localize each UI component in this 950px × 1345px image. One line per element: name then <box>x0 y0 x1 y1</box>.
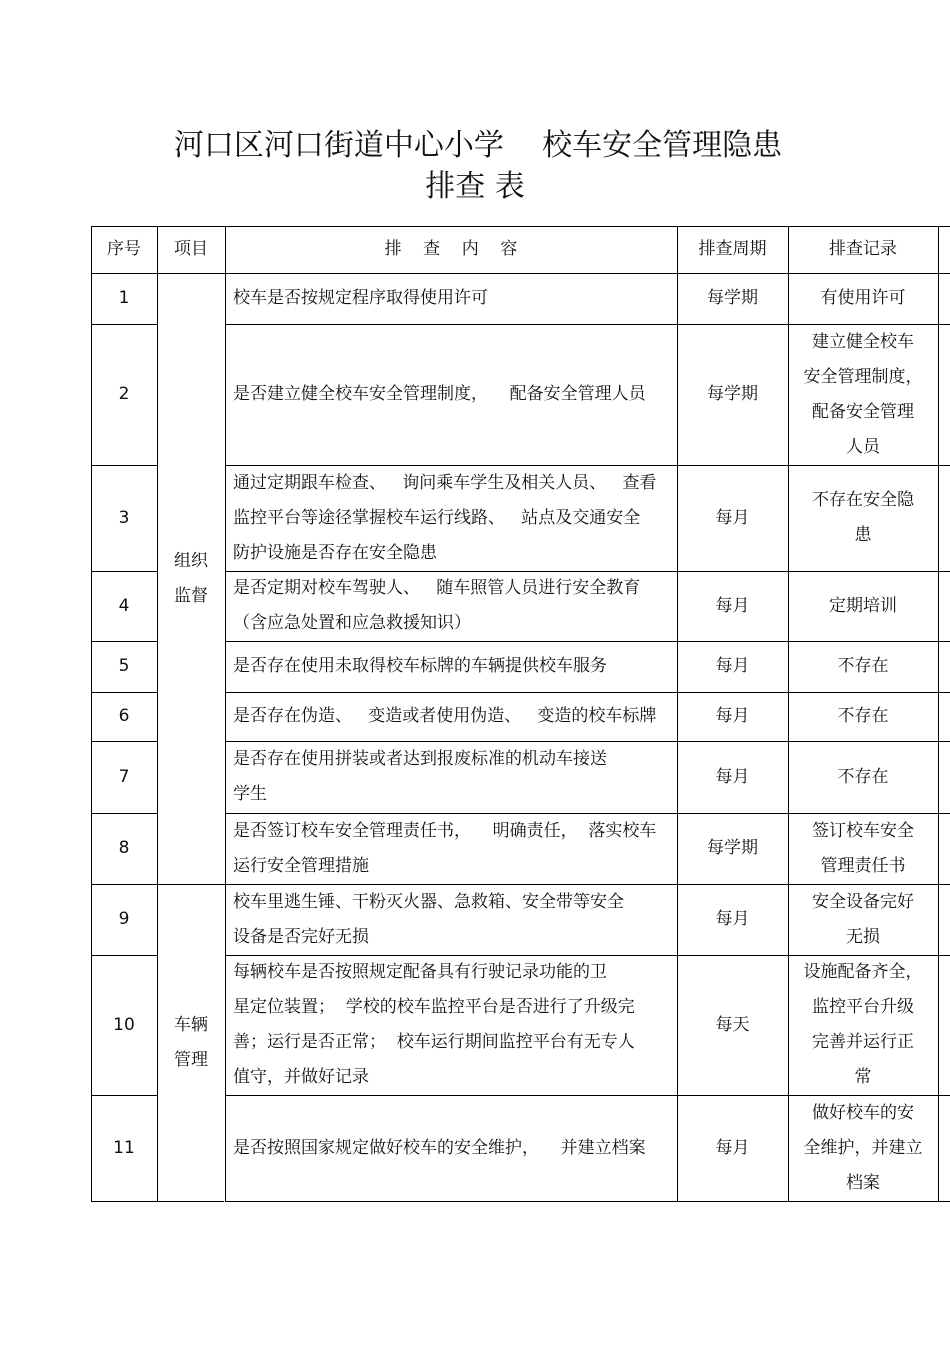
row-number <box>91 692 157 741</box>
row-number <box>91 273 157 324</box>
row-cycle <box>677 813 788 884</box>
row-content-text: 是否建立健全校车安全管理制度， 配备安全管理人员 <box>233 384 646 404</box>
row-cycle <box>677 1095 788 1201</box>
group-label <box>157 273 225 884</box>
row-number <box>91 1095 157 1201</box>
row-cycle-text: 每月 <box>715 706 750 726</box>
row-record-text: 做好校车的安 全维护，并建立 档案 <box>803 1102 923 1193</box>
row-content-text: 是否存在使用未取得校车标牌的车辆提供校车服务 <box>233 656 607 676</box>
header-cycle <box>677 226 788 273</box>
row-content <box>225 571 677 641</box>
row-number-text: 5 <box>118 656 130 676</box>
row-cycle-text: 每月 <box>715 507 750 528</box>
row-cycle <box>677 741 788 813</box>
row-record-text: 不存在 <box>837 706 889 726</box>
row-cycle-text: 每天 <box>715 1014 750 1035</box>
row-content-text: 校车是否按规定程序取得使用许可 <box>233 288 488 308</box>
row-content-text: 是否签订校车安全管理责任书， 明确责任， 落实校车 运行安全管理措施 <box>233 820 657 876</box>
row-content <box>225 884 677 955</box>
row-number-text: 3 <box>118 507 130 528</box>
row-number-text: 4 <box>118 595 130 616</box>
row-content-text: 是否按照国家规定做好校车的安全维护， 并建立档案 <box>233 1137 646 1158</box>
row-record <box>788 692 938 741</box>
row-cycle <box>677 324 788 465</box>
row-record-text: 定期培训 <box>829 595 897 616</box>
row-record <box>788 641 938 692</box>
row-number <box>91 465 157 571</box>
row-number-text: 7 <box>118 766 130 787</box>
row-record <box>788 465 938 571</box>
document-title-line1: 河口区河口街道中心小学 校车安全管理隐患 <box>173 128 783 163</box>
row-record-text: 设施配备齐全， 监控平台升级 完善并运行正 常 <box>803 962 923 1087</box>
row-content-text: 是否定期对校车驾驶人、 随车照管人员进行安全教育 （含应急处置和应急救援知识） <box>233 578 641 633</box>
row-content-text: 是否存在伪造、 变造或者使用伪造、 变造的校车标牌 <box>233 706 657 726</box>
header-record <box>788 226 938 273</box>
row-cycle <box>677 955 788 1095</box>
row-number <box>91 741 157 813</box>
table-border-bottom <box>91 1201 224 1202</box>
document-title-line2: 排查 表 <box>425 169 525 204</box>
row-cycle <box>677 641 788 692</box>
row-number-text: 8 <box>118 838 130 858</box>
row-record-text: 不存在 <box>837 656 889 676</box>
row-cycle <box>677 884 788 955</box>
row-content <box>225 273 677 324</box>
header-no <box>91 226 157 273</box>
row-content <box>225 741 677 813</box>
row-cycle <box>677 273 788 324</box>
row-cycle-text: 每月 <box>715 1137 750 1158</box>
row-record-text: 建立健全校车 安全管理制度， 配备安全管理 人员 <box>803 331 923 457</box>
row-content-text: 是否存在使用拼装或者达到报废标准的机动车接送 学生 <box>233 749 607 804</box>
row-number-text: 10 <box>113 1014 135 1035</box>
header-cycle-text: 排查周期 <box>698 239 767 259</box>
row-record <box>788 741 938 813</box>
row-cycle <box>677 692 788 741</box>
column-divider <box>938 226 939 1201</box>
row-record-text: 有使用许可 <box>820 288 906 308</box>
row-number <box>91 955 157 1095</box>
header-no-text: 序号 <box>107 239 141 259</box>
row-content <box>225 813 677 884</box>
header-record-text: 排查记录 <box>829 239 897 259</box>
row-number-text: 2 <box>118 384 130 404</box>
row-cycle-text: 每学期 <box>707 384 758 404</box>
group-label <box>157 884 225 1201</box>
row-content-text: 校车里逃生锤、干粉灭火器、急救箱、安全带等安全 设备是否完好无损 <box>233 891 624 947</box>
group-label-text: 组织 监督 <box>174 550 208 606</box>
row-content <box>225 955 677 1095</box>
row-number-text: 11 <box>113 1137 135 1158</box>
row-content <box>225 641 677 692</box>
row-cycle-text: 每月 <box>715 909 750 929</box>
header-content <box>225 226 677 273</box>
row-record <box>788 273 938 324</box>
row-content-text: 每辆校车是否按照规定配备具有行驶记录功能的卫 星定位装置； 学校的校车监控平台是否进行了升级完 善；运行是否正常； 校车运行期间监控平台有无专人 值守，并做好记录 <box>233 962 635 1087</box>
row-number-text: 9 <box>118 909 130 929</box>
row-content <box>225 324 677 465</box>
row-number <box>91 571 157 641</box>
group-label-text: 车辆 管理 <box>174 1014 208 1070</box>
row-cycle-text: 每学期 <box>707 838 758 858</box>
row-content <box>225 465 677 571</box>
header-content-text: 排 查 内 容 <box>384 239 518 259</box>
row-record <box>788 955 938 1095</box>
header-item <box>157 226 225 273</box>
row-record-text: 不存在 <box>837 766 889 787</box>
row-cycle-text: 每月 <box>715 656 750 676</box>
row-record <box>788 813 938 884</box>
header-item-text: 项目 <box>174 239 208 259</box>
row-record <box>788 884 938 955</box>
row-cycle-text: 每学期 <box>707 288 758 308</box>
row-record <box>788 1095 938 1201</box>
row-content-text: 通过定期跟车检查、 询问乘车学生及相关人员、 查看 监控平台等途径掌握校车运行线路、 站点及交通安全 防护设施是否存在安全隐患 <box>233 472 657 563</box>
row-content <box>225 692 677 741</box>
row-number <box>91 884 157 955</box>
row-number-text: 6 <box>118 706 130 726</box>
table-border-bottom <box>225 1201 950 1202</box>
row-number-text: 1 <box>118 288 130 308</box>
row-record <box>788 324 938 465</box>
row-content <box>225 1095 677 1201</box>
row-number <box>91 641 157 692</box>
row-record <box>788 571 938 641</box>
row-number <box>91 324 157 465</box>
row-cycle <box>677 571 788 641</box>
row-record-text: 安全设备完好 无损 <box>812 891 914 947</box>
row-record-text: 不存在安全隐 患 <box>812 490 914 545</box>
row-cycle-text: 每月 <box>715 595 750 616</box>
row-cycle-text: 每月 <box>715 766 750 787</box>
row-cycle <box>677 465 788 571</box>
row-record-text: 签订校车安全 管理责任书 <box>812 820 914 876</box>
row-number <box>91 813 157 884</box>
